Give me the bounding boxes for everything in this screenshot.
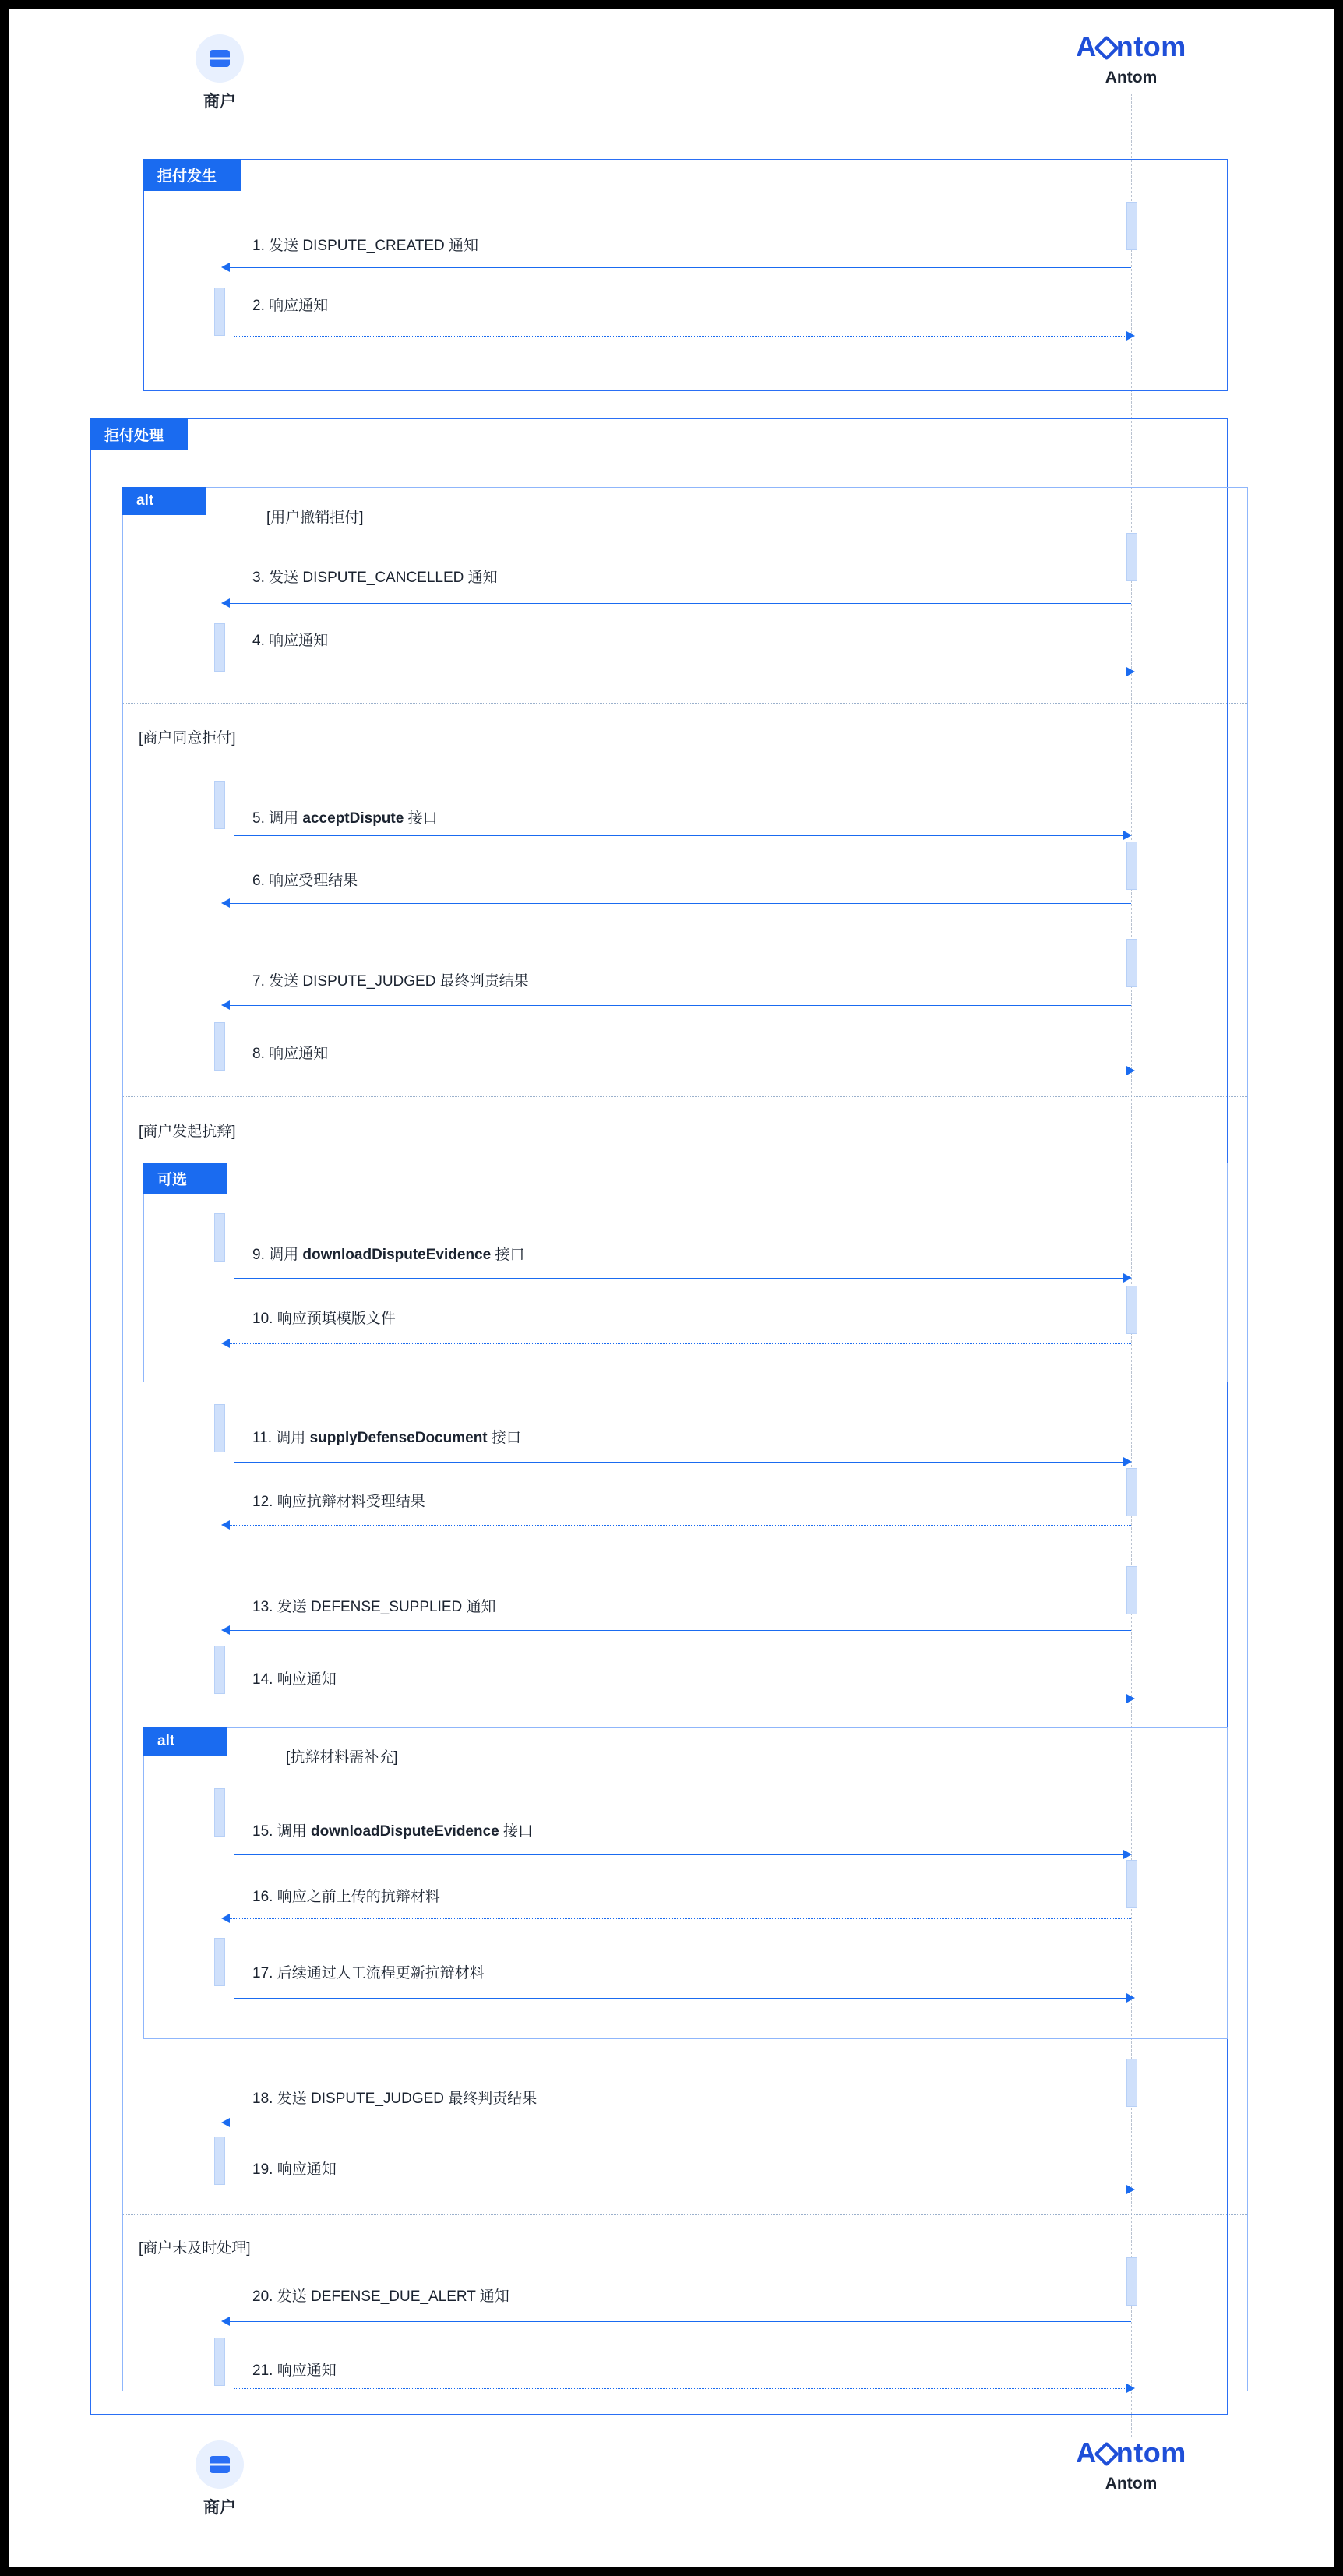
- frame-optional: [143, 1163, 1228, 1382]
- frame-cond-user-cancel: [用户撤销拒付]: [266, 510, 364, 526]
- frame-cond-supplement: [抗辩材料需补充]: [286, 1749, 398, 1766]
- message-label-12: 12. 响应抗辩材料受理结果: [252, 1494, 425, 1510]
- message-line-12: [229, 1525, 1131, 1526]
- message-arrowhead-20: [221, 2317, 230, 2326]
- activation-16: [1126, 1860, 1137, 1908]
- message-line-2: [234, 336, 1131, 337]
- actor-merchant-label-bottom: 商户: [203, 2499, 236, 2517]
- activation-13: [1126, 1566, 1137, 1614]
- activation-15: [214, 1788, 225, 1837]
- message-arrowhead-18: [221, 2118, 230, 2127]
- frame-cond-merchant-defense: [商户发起抗辩]: [139, 1124, 236, 1140]
- actor-merchant-label-top: 商户: [203, 93, 236, 111]
- message-arrowhead-6: [221, 898, 230, 908]
- message-arrowhead-13: [221, 1625, 230, 1635]
- actor-merchant-bottom: [150, 2440, 290, 2518]
- message-label-3: 3. 发送 DISPUTE_CANCELLED 通知: [252, 570, 498, 586]
- activation-17: [214, 1938, 225, 1986]
- activation-18: [1126, 2059, 1137, 2107]
- message-line-15: [234, 1854, 1126, 1855]
- message-arrowhead-17: [1126, 1993, 1135, 2003]
- message-label-17: 17. 后续通过人工流程更新抗辩材料: [252, 1965, 485, 1981]
- message-arrowhead-3: [221, 598, 230, 608]
- message-line-3: [229, 603, 1131, 604]
- frame-divider-1: [123, 703, 1247, 704]
- antom-logo-top: A ntom: [1076, 30, 1186, 62]
- message-label-9: 9. 调用 downloadDisputeEvidence 接口: [252, 1247, 525, 1263]
- activation-3: [1126, 533, 1137, 581]
- message-label-20: 20. 发送 DEFENSE_DUE_ALERT 通知: [252, 2288, 509, 2305]
- frame-tab-dispute-created: 拒付发生: [143, 159, 241, 191]
- activation-10: [1126, 1286, 1137, 1334]
- diagram-canvas: [9, 9, 1334, 2567]
- message-line-9: [234, 1278, 1126, 1279]
- actor-antom-label-bottom: Antom: [1105, 2475, 1158, 2493]
- message-label-6: 6. 响应受理结果: [252, 873, 358, 889]
- activation-1: [1126, 202, 1137, 250]
- message-line-6: [229, 903, 1131, 904]
- message-line-21: [234, 2388, 1131, 2389]
- message-label-10: 10. 响应预填模版文件: [252, 1311, 396, 1327]
- message-line-10: [229, 1343, 1131, 1344]
- frame-cond-no-action: [商户未及时处理]: [139, 2240, 251, 2257]
- actor-antom-bottom: [1038, 2439, 1225, 2493]
- message-line-13: [229, 1630, 1131, 1631]
- message-arrowhead-1: [221, 263, 230, 272]
- message-label-14: 14. 响应通知: [252, 1671, 337, 1688]
- frame-alt-supplement: [143, 1727, 1228, 2039]
- merchant-icon-bottom: [196, 2440, 244, 2489]
- message-label-8: 8. 响应通知: [252, 1046, 329, 1062]
- message-arrowhead-21: [1126, 2384, 1135, 2393]
- frame-divider-2: [123, 1096, 1247, 1097]
- message-arrowhead-7: [221, 1000, 230, 1010]
- message-label-5: 5. 调用 acceptDispute 接口: [252, 810, 438, 827]
- message-label-4: 4. 响应通知: [252, 633, 329, 649]
- message-label-1: 1. 发送 DISPUTE_CREATED 通知: [252, 238, 478, 254]
- message-arrowhead-19: [1126, 2185, 1135, 2194]
- message-label-13: 13. 发送 DEFENSE_SUPPLIED 通知: [252, 1599, 496, 1615]
- message-arrowhead-10: [221, 1339, 230, 1348]
- message-arrowhead-9: [1123, 1273, 1132, 1283]
- message-arrowhead-8: [1126, 1066, 1135, 1075]
- message-arrowhead-14: [1126, 1694, 1135, 1703]
- message-line-20: [229, 2321, 1131, 2322]
- actor-antom-top: [1038, 30, 1225, 87]
- message-label-18: 18. 发送 DISPUTE_JUDGED 最终判责结果: [252, 2091, 538, 2107]
- message-line-5: [234, 835, 1126, 836]
- message-label-7: 7. 发送 DISPUTE_JUDGED 最终判责结果: [252, 973, 529, 990]
- activation-5: [214, 781, 225, 829]
- message-label-19: 19. 响应通知: [252, 2161, 337, 2178]
- frame-dispute-created: [143, 159, 1228, 391]
- message-arrowhead-4: [1126, 667, 1135, 676]
- merchant-icon: [196, 34, 244, 83]
- message-label-11: 11. 调用 supplyDefenseDocument 接口: [252, 1430, 521, 1446]
- message-arrowhead-16: [221, 1914, 230, 1923]
- message-label-21: 21. 响应通知: [252, 2363, 337, 2379]
- message-line-11: [234, 1462, 1126, 1463]
- message-arrowhead-11: [1123, 1457, 1132, 1466]
- message-arrowhead-15: [1123, 1850, 1132, 1859]
- antom-logo-diamond-top: [1094, 35, 1119, 61]
- frame-tab-alt-1: alt: [122, 487, 206, 515]
- frame-divider-3: [123, 2214, 1247, 2215]
- message-line-16: [229, 1918, 1131, 1919]
- message-line-1: [229, 267, 1131, 268]
- activation-4: [214, 623, 225, 672]
- message-line-7: [229, 1005, 1131, 1006]
- activation-2: [214, 288, 225, 336]
- activation-14: [214, 1646, 225, 1694]
- activation-21: [214, 2338, 225, 2386]
- antom-logo-bottom: A ntom: [1076, 2437, 1186, 2468]
- message-arrowhead-12: [221, 1520, 230, 1530]
- message-label-2: 2. 响应通知: [252, 298, 329, 314]
- activation-6: [1126, 842, 1137, 890]
- frame-tab-alt-2: alt: [143, 1727, 227, 1756]
- antom-logo-diamond-bottom: [1094, 2441, 1119, 2467]
- frame-cond-merchant-accept: [商户同意拒付]: [139, 730, 236, 746]
- message-label-15: 15. 调用 downloadDisputeEvidence 接口: [252, 1823, 534, 1840]
- frame-tab-dispute-handling: 拒付处理: [90, 418, 188, 450]
- activation-9: [214, 1213, 225, 1262]
- activation-19: [214, 2137, 225, 2185]
- frame-tab-optional: 可选: [143, 1163, 227, 1194]
- actor-antom-label-top: Antom: [1105, 69, 1158, 86]
- message-arrowhead-2: [1126, 331, 1135, 341]
- activation-20: [1126, 2257, 1137, 2306]
- message-arrowhead-5: [1123, 831, 1132, 840]
- activation-8: [214, 1022, 225, 1071]
- activation-12: [1126, 1468, 1137, 1516]
- activation-11: [214, 1404, 225, 1452]
- message-label-16: 16. 响应之前上传的抗辩材料: [252, 1889, 440, 1905]
- message-line-17: [234, 1998, 1131, 1999]
- activation-7: [1126, 939, 1137, 987]
- antom-logo-text-top: A: [1076, 30, 1097, 62]
